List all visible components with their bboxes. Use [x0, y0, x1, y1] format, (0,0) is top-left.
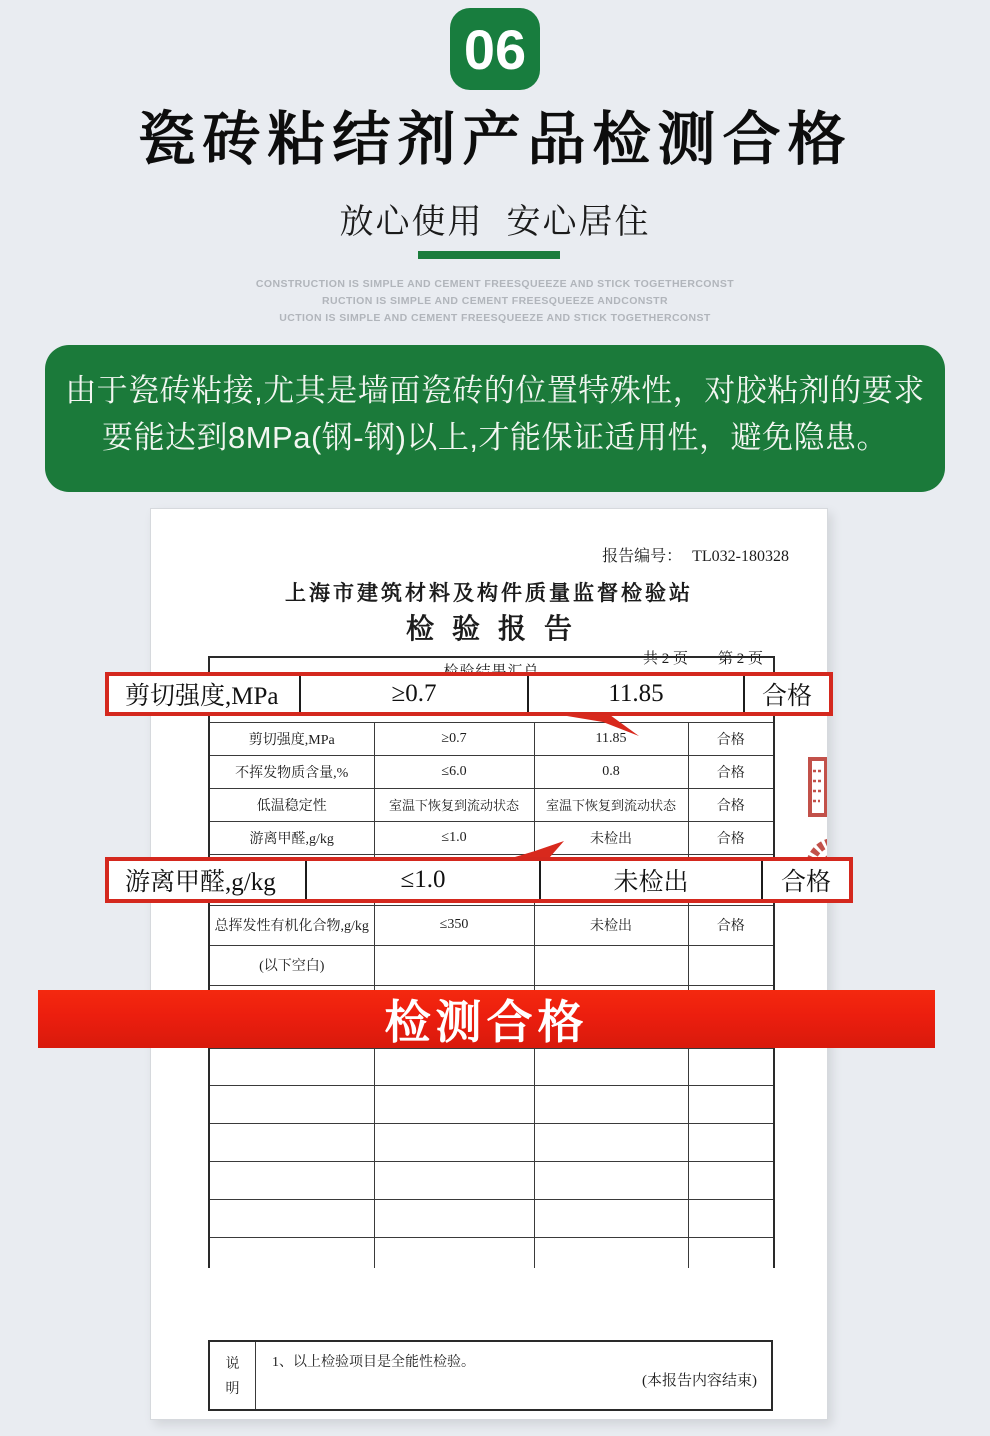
highlight-callout-formaldehyde: 游离甲醛,g/kg ≤1.0 未检出 合格 [105, 857, 853, 903]
callout-pointer-icon [505, 840, 580, 858]
table-row-empty [209, 1085, 774, 1123]
report-number-label: 报告编号： [602, 548, 683, 565]
table-row: 不挥发物质含量,% ≤6.0 0.8 合格 [209, 755, 774, 788]
table-row-empty [209, 1237, 774, 1268]
total-pages: 共 2 页 [643, 651, 689, 667]
table-row-empty [209, 1199, 774, 1237]
report-number-value: TL032-180328 [692, 548, 789, 565]
pass-banner [38, 990, 935, 1048]
current-page: 第 2 页 [718, 651, 764, 667]
table-row: 剪切强度,MPa ≥0.7 11.85 合格 [209, 722, 774, 755]
page-title: 瓷砖粘结剂产品检测合格 [137, 107, 853, 172]
table-row: 总挥发性有机化合物,g/kg ≤350 未检出 合格 [209, 905, 774, 945]
divider-bar [418, 251, 560, 259]
remarks-text: 1、以上检验项目是全能性检验。 [272, 1355, 475, 1370]
report-title: 检验报告 [405, 613, 590, 644]
table-row: (以下空白) [209, 945, 774, 985]
table-row-empty [209, 1048, 774, 1085]
intro-note [45, 345, 945, 492]
tagline-line: UCTION IS SIMPLE AND CEMENT FREESQUEEZE AND STICK TOGETHERCONST [279, 312, 711, 324]
highlight-callout-shear-strength: 剪切强度,MPa ≥0.7 11.85 合格 [105, 672, 833, 716]
tagline-line: CONSTRUCTION IS SIMPLE AND CEMENT FREESQUEEZE AND STICK TOGETHERCONST [255, 278, 735, 290]
section-number: 06 [463, 17, 527, 81]
page-subtitle: 放心使用 安心居住 [339, 203, 651, 241]
table-row-empty [209, 1123, 774, 1161]
intro-line: 要能达到8MPa(钢-钢)以上,才能保证适用性，避免隐患。 [101, 420, 889, 455]
remarks-label: 说 明 [210, 1342, 256, 1409]
results-table [208, 656, 775, 1268]
table-row-empty [209, 1161, 774, 1199]
report-end-text: (本报告内容结束) [642, 1373, 757, 1389]
section-number-badge [450, 8, 540, 90]
callout-pointer-icon [555, 714, 650, 739]
pass-banner-text: 检测合格 [384, 996, 589, 1048]
table-row: 低温稳定性 室温下恢复到流动状态 室温下恢复到流动状态 合格 [209, 788, 774, 821]
table-row: 游离甲醛,g/kg ≤1.0 未检出 合格 [209, 821, 774, 854]
report-number [602, 543, 789, 566]
tagline [0, 276, 990, 327]
inspection-report-document [150, 508, 828, 1420]
intro-line: 由于瓷砖粘接,尤其是墙面瓷砖的位置特殊性，对胶粘剂的要求 [65, 373, 925, 408]
inspection-station-name: 上海市建筑材料及构件质量监督检验站 [285, 582, 693, 605]
tagline-line: RUCTION IS SIMPLE AND CEMENT FREESQUEEZE ANDCONSTR [322, 295, 668, 307]
